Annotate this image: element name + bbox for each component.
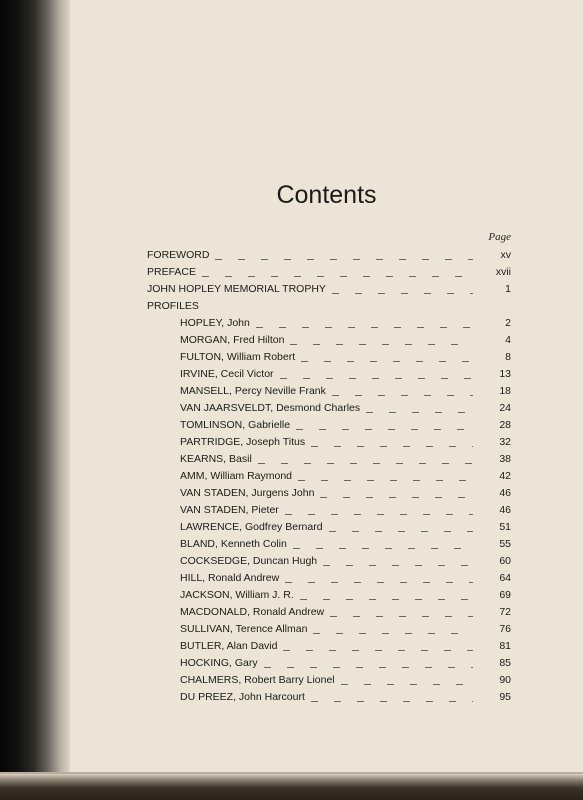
toc-entry-page: 81 [499, 640, 511, 652]
toc-entry [147, 332, 511, 349]
dot-leader [313, 633, 473, 634]
toc-entry-page: 72 [499, 606, 511, 618]
toc-entry-page: 38 [499, 453, 511, 465]
toc-entry-page: xvii [495, 266, 511, 278]
dot-leader [290, 344, 473, 345]
dot-leader [285, 514, 473, 515]
contents-page [70, 0, 583, 772]
toc-entry [147, 247, 511, 264]
toc-entry-label: FOREWORD [147, 249, 210, 261]
toc-entry-label: VAN JAARSVELDT, Desmond Charles [180, 402, 361, 414]
toc-entry [147, 519, 511, 536]
toc-entry-label: TOMLINSON, Gabrielle [180, 419, 291, 431]
toc-entry-page: 1 [505, 283, 511, 295]
dot-leader [258, 463, 473, 464]
toc-entry-page: 85 [499, 657, 511, 669]
toc-entry [147, 553, 511, 570]
dot-leader [264, 667, 473, 668]
toc-entry [147, 689, 511, 706]
table-of-contents [147, 247, 511, 706]
toc-entry-page: 76 [499, 623, 511, 635]
toc-entry-label: IRVINE, Cecil Victor [180, 368, 274, 380]
toc-entry-page: 28 [499, 419, 511, 431]
dot-leader [320, 497, 473, 498]
dot-leader [256, 327, 473, 328]
toc-entry [147, 264, 511, 281]
toc-entry-label: HOPLEY, John [180, 317, 250, 329]
toc-entry [147, 417, 511, 434]
toc-entry-label: VAN STADEN, Pieter [180, 504, 279, 516]
dot-leader [332, 395, 473, 396]
dot-leader [311, 701, 473, 702]
dot-leader [329, 531, 473, 532]
toc-entry [147, 502, 511, 519]
toc-entry-page: 64 [499, 572, 511, 584]
toc-entry-page: 2 [505, 317, 511, 329]
dot-leader [311, 446, 473, 447]
toc-entry-page: 46 [499, 504, 511, 516]
toc-entry-label: MANSELL, Percy Neville Frank [180, 385, 326, 397]
toc-entry-label: VAN STADEN, Jurgens John [180, 487, 315, 499]
toc-entry [147, 366, 511, 383]
toc-entry-page: 8 [505, 351, 511, 363]
toc-entry [147, 570, 511, 587]
book-spine-shadow [0, 0, 70, 800]
toc-entry-page: 95 [499, 691, 511, 703]
toc-entry [147, 451, 511, 468]
toc-entry [147, 281, 511, 298]
toc-entry [147, 587, 511, 604]
toc-entry-label: PREFACE [147, 266, 197, 278]
toc-entry-label: SULLIVAN, Terence Allman [180, 623, 308, 635]
dot-leader [301, 361, 473, 362]
page-title: Contents [276, 181, 377, 209]
toc-entry-label: COCKSEDGE, Duncan Hugh [180, 555, 318, 567]
dot-leader [293, 548, 473, 549]
toc-entry-page: 4 [505, 334, 511, 346]
toc-entry [147, 434, 511, 451]
toc-entry-label: KEARNS, Basil [180, 453, 252, 465]
dot-leader [202, 276, 473, 277]
toc-entry-page: 51 [499, 521, 511, 533]
toc-entry-label: PROFILES [147, 300, 199, 312]
toc-entry-label: FULTON, William Robert [180, 351, 296, 363]
dot-leader [215, 259, 473, 260]
toc-entry [147, 485, 511, 502]
toc-entry-page: 55 [499, 538, 511, 550]
toc-entry-label: MORGAN, Fred Hilton [180, 334, 285, 346]
toc-entry-label: BUTLER, Alan David [180, 640, 278, 652]
toc-entry-page: 42 [499, 470, 511, 482]
toc-entry [147, 672, 511, 689]
dot-leader [285, 582, 473, 583]
toc-entry-label: PARTRIDGE, Joseph Titus [180, 436, 306, 448]
toc-entry [147, 298, 511, 315]
dot-leader [323, 565, 473, 566]
toc-entry-label: AMM, William Raymond [180, 470, 293, 482]
dot-leader [330, 616, 473, 617]
toc-entry [147, 349, 511, 366]
toc-entry-page: 13 [499, 368, 511, 380]
toc-entry [147, 604, 511, 621]
toc-entry [147, 315, 511, 332]
dot-leader [300, 599, 473, 600]
toc-entry [147, 638, 511, 655]
toc-entry-label: BLAND, Kenneth Colin [180, 538, 287, 550]
dot-leader [298, 480, 473, 481]
toc-entry-page: xv [500, 249, 511, 261]
toc-entry-page: 90 [499, 674, 511, 686]
dot-leader [296, 429, 473, 430]
dot-leader [341, 684, 473, 685]
toc-entry [147, 621, 511, 638]
toc-entry-label: JOHN HOPLEY MEMORIAL TROPHY [147, 283, 326, 295]
dot-leader [280, 378, 473, 379]
page-edge [0, 774, 583, 800]
dot-leader [332, 293, 473, 294]
toc-entry [147, 536, 511, 553]
toc-entry-label: DU PREEZ, John Harcourt [180, 691, 305, 703]
toc-entry [147, 468, 511, 485]
toc-entry-label: LAWRENCE, Godfrey Bernard [180, 521, 323, 533]
toc-entry-page: 24 [499, 402, 511, 414]
toc-entry-page: 18 [499, 385, 511, 397]
toc-entry [147, 655, 511, 672]
toc-entry-page: 46 [499, 487, 511, 499]
toc-entry-label: MACDONALD, Ronald Andrew [180, 606, 325, 618]
toc-entry-page: 69 [499, 589, 511, 601]
dot-leader [283, 650, 473, 651]
toc-entry-label: JACKSON, William J. R. [180, 589, 294, 601]
toc-entry-label: HOCKING, Gary [180, 657, 258, 669]
toc-entry [147, 383, 511, 400]
page-column-header: Page [488, 231, 511, 243]
toc-entry [147, 400, 511, 417]
toc-entry-page: 32 [499, 436, 511, 448]
toc-entry-label: CHALMERS, Robert Barry Lionel [180, 674, 335, 686]
toc-entry-page: 60 [499, 555, 511, 567]
dot-leader [366, 412, 473, 413]
toc-entry-label: HILL, Ronald Andrew [180, 572, 280, 584]
